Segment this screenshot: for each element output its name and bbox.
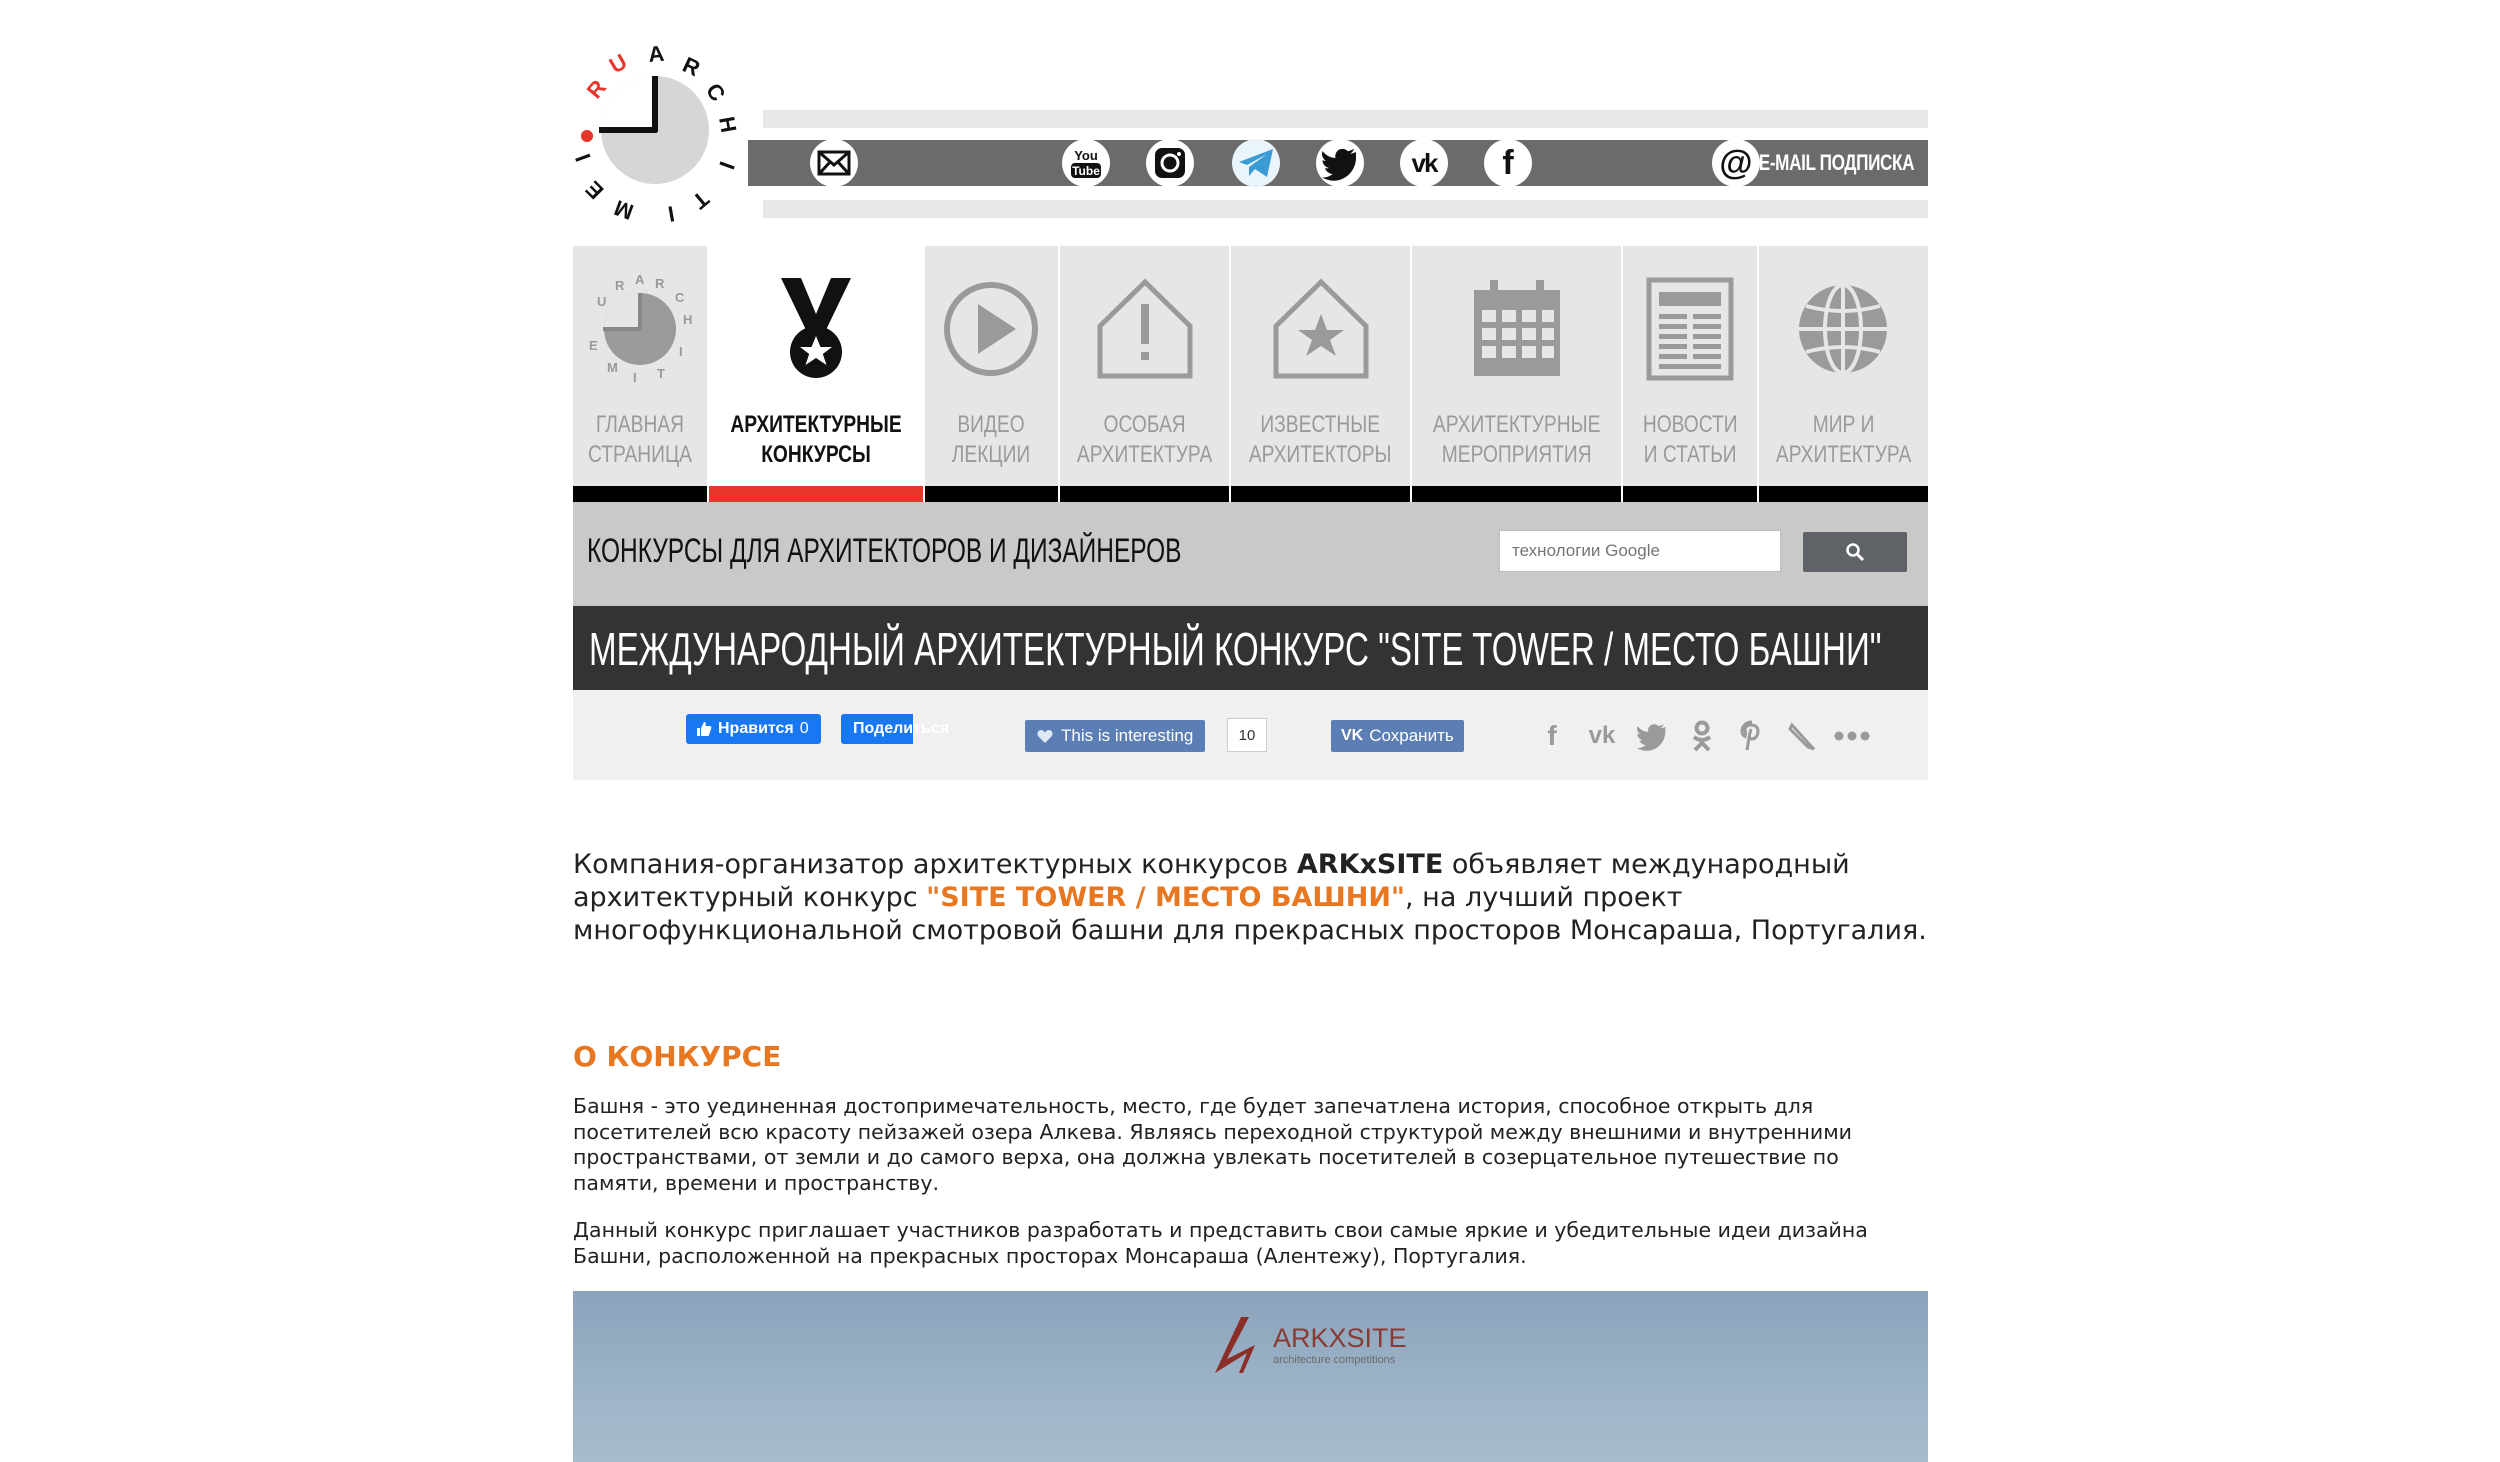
arkxsite-mark-icon [1213, 1315, 1263, 1375]
nav-label: ВИДЕО ЛЕКЦИИ [952, 411, 1031, 468]
arkxsite-logo [1213, 1315, 1407, 1375]
nav-label: ИЗВЕСТНЫЕ АРХИТЕКТОРЫ [1249, 411, 1393, 468]
competition-banner [573, 1291, 1928, 1462]
nav-label: АРХИТЕКТУРНЫЕ МЕРОПРИЯТИЯ [1432, 411, 1601, 468]
svg-text:T: T [687, 186, 714, 214]
nav-label: НОВОСТИ И СТАТЬИ [1642, 411, 1738, 468]
site-header [570, 0, 1928, 230]
svg-text:A: A [647, 40, 666, 67]
search-icon [1845, 542, 1865, 562]
svg-text:E: E [580, 176, 609, 205]
livejournal-share-icon[interactable] [1785, 718, 1819, 754]
search-button[interactable] [1803, 532, 1907, 572]
nav-item-video[interactable] [925, 246, 1059, 502]
site-logo[interactable] [570, 30, 758, 227]
fb-like-button[interactable] [686, 714, 821, 744]
vk-icon[interactable]: vk [1399, 140, 1449, 186]
brand-name: ARKxSITE [1296, 849, 1444, 880]
page [570, 0, 1928, 1462]
pinterest-share-icon[interactable] [1735, 718, 1769, 754]
odnoklassniki-share-icon[interactable] [1685, 718, 1719, 754]
vk-save-label: Сохранить [1369, 726, 1454, 745]
fb-like-count: 0 [799, 720, 809, 737]
share-icons [1535, 718, 1869, 754]
header-bar-top [763, 110, 1928, 128]
svg-text:R: R [614, 278, 625, 293]
twitter-icon[interactable] [1315, 140, 1365, 186]
svg-text:M: M [610, 195, 637, 225]
vk-logo-icon: VK [1341, 727, 1364, 744]
nav-underline [573, 486, 707, 502]
nav-item-special[interactable] [1060, 246, 1229, 502]
vk-share-icon[interactable]: vk [1588, 722, 1616, 749]
interesting-button[interactable] [1025, 720, 1205, 752]
facebook-icon[interactable]: f [1483, 140, 1533, 186]
svg-text:H: H [714, 114, 742, 135]
vk-save-button[interactable] [1331, 720, 1464, 752]
nav-label: МИР И АРХИТЕКТУРА [1775, 411, 1912, 468]
about-paragraph-2: Данный конкурс приглашает участников разработать и представить свои самые яркие и убедительные идеи дизайна Башни, расположенной на прекрасных просторах Монсараша (Алентежу), Португалия. [573, 1218, 1868, 1268]
youtube-label-bottom: Tube [1072, 164, 1100, 178]
nav-item-world[interactable] [1759, 246, 1928, 502]
nav-item-home[interactable] [573, 246, 707, 502]
svg-text:U: U [605, 48, 632, 79]
svg-text:E: E [588, 338, 598, 353]
section-title: КОНКУРСЫ ДЛЯ АРХИТЕКТОРОВ И ДИЗАЙНЕРОВ [587, 532, 1182, 570]
heart-icon [1037, 729, 1053, 743]
nav-item-events[interactable] [1412, 246, 1621, 502]
article-title-bar [573, 606, 1928, 690]
nav-underline [1412, 486, 1621, 502]
svg-text:A: A [634, 272, 645, 287]
ruarch-logo-icon [585, 274, 695, 384]
youtube-label-top: You [1074, 148, 1098, 163]
main-nav [573, 246, 1928, 502]
banner-brand: ARKXSITE [1273, 1323, 1407, 1353]
competition-name: "SITE TOWER / МЕСТО БАШНИ" [926, 882, 1405, 913]
about-paragraph-1: Башня - это уединенная достопримечательность, место, где будет запечатлена история, способное открыть для посетителей всю красоту пейзажей озера Алкева. Являясь переходной структурой между внешними и внутренними пространствами, от земли и до самого верха, она должна увлекать посетителей в созерцательное путешествие по памяти, времени и пространству. [573, 1094, 1852, 1195]
nav-item-architects[interactable] [1231, 246, 1409, 502]
svg-text:R: R [581, 74, 612, 104]
svg-text:I: I [678, 344, 683, 359]
more-share-icon[interactable] [1835, 718, 1869, 754]
thumbs-up-icon [696, 721, 712, 737]
svg-text:U: U [596, 294, 607, 309]
section-bar [573, 502, 1928, 606]
svg-text:I: I [632, 370, 637, 385]
interesting-count: 10 [1227, 718, 1267, 752]
medal-icon [761, 274, 871, 384]
newspaper-icon [1635, 274, 1745, 384]
article-intro: Компания-организатор архитектурных конкурсов ARKxSITE объявляет международный архитектурный конкурс "SITE TOWER / МЕСТО БАШНИ", на лучший проект многофункциональной смотровой башни для прекрасных просторов Монсараша, Португалия. [573, 849, 1927, 946]
twitter-share-icon[interactable] [1635, 718, 1669, 754]
at-icon[interactable]: @ [1711, 140, 1761, 186]
email-subscribe-link[interactable]: E-MAIL ПОДПИСКА [1758, 150, 1914, 175]
svg-text:I: I [714, 158, 740, 173]
youtube-icon[interactable] [1061, 140, 1111, 186]
nav-underline-active [709, 486, 923, 502]
nav-underline [1759, 486, 1928, 502]
nav-item-news[interactable] [1623, 246, 1757, 502]
nav-underline [1060, 486, 1229, 502]
search-input[interactable] [1499, 530, 1781, 572]
nav-label: АРХИТЕКТУРНЫЕ КОНКУРСЫ [730, 411, 902, 468]
svg-text:T: T [656, 366, 665, 381]
fb-share-button[interactable]: Поделиться [841, 714, 913, 744]
svg-text:C: C [700, 78, 731, 106]
interesting-label: This is interesting [1061, 726, 1194, 745]
svg-text:C: C [674, 290, 685, 305]
email-icon[interactable] [809, 140, 859, 186]
nav-label: ОСОБАЯ АРХИТЕКТУРА [1077, 411, 1213, 468]
header-bar-bottom [763, 200, 1928, 218]
article-title: МЕЖДУНАРОДНЫЙ АРХИТЕКТУРНЫЙ КОНКУРС "SITE TOWER / МЕСТО БАШНИ" [589, 623, 1882, 675]
svg-text:I: I [570, 150, 596, 165]
nav-underline [1231, 486, 1409, 502]
calendar-icon [1462, 274, 1572, 384]
facebook-share-icon[interactable]: f [1547, 720, 1557, 751]
play-icon [936, 274, 1046, 384]
nav-item-competitions[interactable] [709, 246, 923, 502]
telegram-icon[interactable] [1231, 140, 1281, 186]
globe-icon [1788, 274, 1898, 384]
share-bar [573, 690, 1928, 780]
svg-text:R: R [678, 51, 704, 82]
house-star-icon [1266, 274, 1376, 384]
svg-text:M: M [606, 360, 618, 375]
about-heading: О КОНКУРСЕ [573, 1040, 782, 1073]
nav-underline [925, 486, 1059, 502]
nav-label: ГЛАВНАЯ СТРАНИЦА [587, 411, 692, 468]
svg-text:I: I [666, 201, 677, 227]
banner-sub: architecture competitions [1273, 1354, 1396, 1366]
svg-text:R: R [654, 276, 665, 291]
instagram-icon[interactable] [1145, 140, 1195, 186]
svg-text:H: H [682, 312, 693, 327]
nav-underline [1623, 486, 1757, 502]
fb-like-label: Нравится [718, 720, 794, 737]
house-exclamation-icon [1090, 274, 1200, 384]
